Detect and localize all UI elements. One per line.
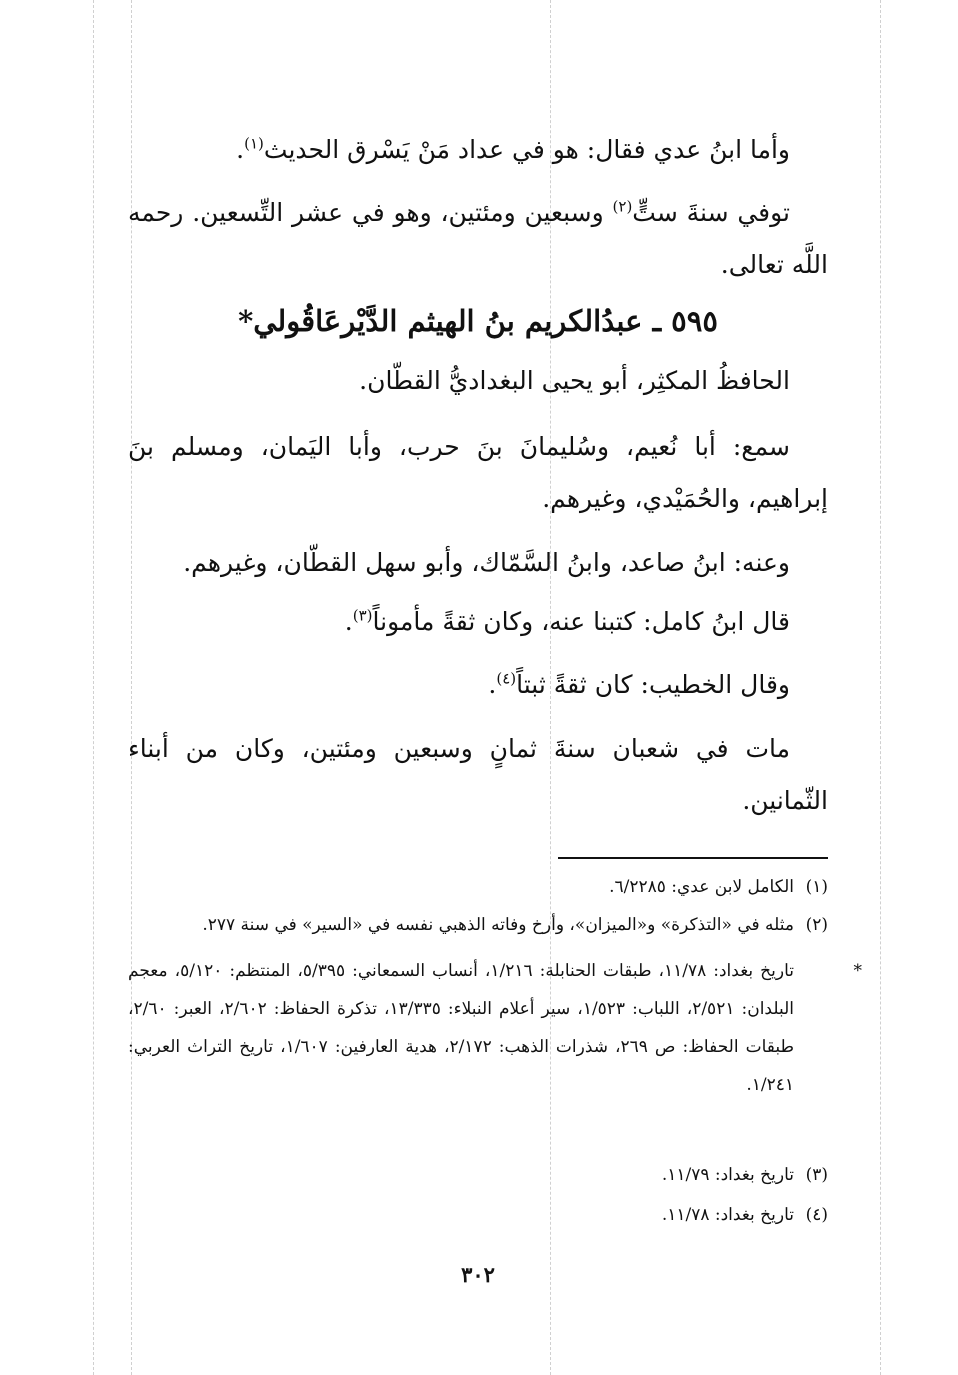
footnote-mark: (٤) [805,1205,828,1225]
paragraph-text: . [344,607,353,636]
footnote-text: تاريخ بغداد: ١١/٧٩. [661,1165,794,1185]
footnote-2 [128,906,828,944]
footnote-text: تاريخ بغداد: ١١/٧٨. [661,1205,794,1225]
entry-line-death: مات في شعبان سنةَ ثمانٍ وسبعين ومئتين، وكان من أبناء الثّمانين. [128,734,828,815]
scan-guide-line [93,0,94,1375]
footnote-ref: (٤) [496,669,517,688]
paragraph-text: . [236,135,245,164]
footnote-4 [128,1196,828,1234]
paragraph-text: وقال الخطيب: كان ثقةً ثبتاً [516,670,790,699]
entry-line-title: الحافظُ المكثِر، أبو يحيى البغداديُّ القطّان. [359,366,790,395]
footnote-mark: (٣) [805,1165,828,1185]
entry-line-students: وعنه: ابنُ صاعد، وابنُ السَّمّاك، وأبو سهل القطّان، وغيرهم. [183,548,790,577]
footnote-text: الكامل لابن عدي: ٦/٢٢٨٥. [609,877,794,897]
footnote-ref: (١) [244,134,264,153]
footnote-text: تاريخ بغداد: ١١/٧٨، طبقات الحنابلة: ١/٢١٦، أنساب السمعاني: ٥/٣٩٥، المنتظم: ٥/١٢٠، معجم البلدان: ٢/٥٢١، اللباب: ١/٥٢٣، سير أعلام النبلاء: ١٣/٣٣٥، تذكرة الحفاظ: ٢/٦٠٢، العبر: ٢/٦٠، طبقات الحفاظ: ص ٢٦٩، شذرات الذهب: ٢/١٧٢، هدية العارفين: ١/٦٠٧، تاريخ التراث العربي: ١/٢٤١. [128,961,795,1095]
footnote-1 [128,868,828,906]
paragraph-text: توفي سنةَ ستٍّ [632,198,790,227]
paragraph-text: وسبعين ومئتين، وهو في عشر التِّسعين. رحمه اللَّه تعالى. [128,198,828,279]
scan-guide-line [880,0,881,1375]
entry-heading: ٥٩٥ ـ عبدُالكريم بنُ الهيثم الدَّيْرعَاقُولي* [238,304,718,338]
footnote-ref: (٣) [352,606,373,625]
paragraph-death [128,187,828,291]
footnote-mark: * [853,961,862,981]
paragraph-text: وأما ابنُ عدي فقال: هو في عداد مَنْ يَسْرق الحديث [263,135,790,164]
footnote-3 [128,1156,828,1194]
footnote-separator [558,857,828,859]
paragraph-ibn-adi [128,124,828,176]
footnote-mark: (٢) [805,915,828,935]
footnote-sources [128,952,862,1104]
paragraph-text: قال ابنُ كامل: كتبنا عنه، وكان ثقةً مأموناً [372,607,790,636]
footnote-ref: (٢) [612,197,633,216]
entry-line-teachers: سمع: أبا نُعيم، وسُليمانَ بنَ حرب، وأبا اليَمان، ومسلم بنَ إبراهيم، والحُمَيْدي، وغيرهم. [128,432,828,513]
page-number: ٣٠٢ [461,1262,495,1287]
entry-line-khatib [128,659,828,711]
footnote-mark: (١) [805,877,828,897]
book-page [128,0,862,1375]
footnote-text: مثله في «التذكرة» و«الميزان»، وأرخ وفاته الذهبي نفسه في «السير» في سنة ٢٧٧. [202,915,794,935]
entry-line-ibn-kamil [128,596,828,648]
paragraph-text: . [488,670,497,699]
